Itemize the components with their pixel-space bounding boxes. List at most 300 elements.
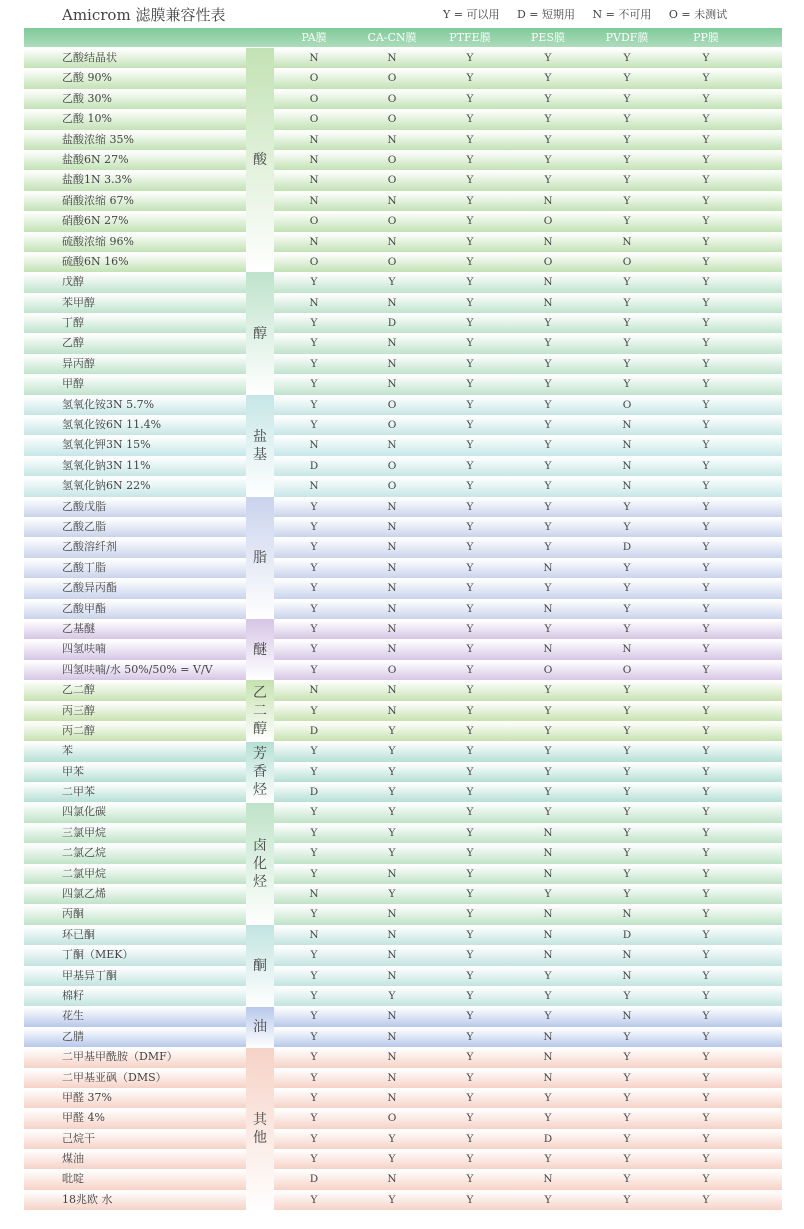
- compatibility-value: Y: [623, 826, 631, 839]
- table-row: [24, 925, 782, 945]
- compatibility-value: Y: [623, 1193, 631, 1206]
- compatibility-value: Y: [702, 602, 710, 615]
- compatibility-value: O: [622, 663, 632, 676]
- compatibility-value: Y: [310, 561, 318, 574]
- compatibility-value: O: [309, 215, 319, 228]
- table-row: [24, 497, 782, 517]
- compatibility-value: O: [387, 72, 397, 85]
- compatibility-value: Y: [623, 520, 631, 533]
- compatibility-value: Y: [466, 582, 474, 595]
- compatibility-value: Y: [623, 194, 631, 207]
- legend-item-y: Y = 可以用: [443, 8, 500, 21]
- chemical-name: 氢氧化铵3N 5.7%: [62, 397, 155, 411]
- compatibility-value: Y: [466, 398, 474, 411]
- compatibility-value: Y: [544, 1010, 552, 1023]
- table-row: [24, 333, 782, 353]
- compatibility-value: Y: [702, 52, 710, 64]
- compatibility-value: N: [387, 1030, 397, 1043]
- compatibility-value: N: [387, 439, 397, 452]
- compatibility-value: N: [543, 1173, 553, 1186]
- compatibility-value: Y: [466, 541, 474, 554]
- compatibility-value: O: [387, 255, 397, 268]
- chemical-name: 丙二醇: [62, 723, 95, 737]
- chemical-name: 丁酮（MEK）: [62, 948, 134, 962]
- compatibility-value: N: [543, 1030, 553, 1043]
- compatibility-value: Y: [623, 888, 631, 901]
- compatibility-value: Y: [466, 867, 474, 880]
- compatibility-value: N: [387, 867, 397, 880]
- compatibility-value: Y: [623, 704, 631, 717]
- compatibility-value: Y: [310, 378, 318, 391]
- compatibility-value: N: [387, 928, 397, 941]
- compatibility-value: D: [387, 317, 397, 330]
- compatibility-value: Y: [310, 704, 318, 717]
- compatibility-value: Y: [310, 1051, 318, 1064]
- compatibility-value: Y: [544, 622, 552, 635]
- table-row: [24, 741, 782, 761]
- compatibility-value: N: [622, 439, 632, 452]
- chemical-name: 乙醇: [62, 336, 84, 350]
- compatibility-value: Y: [702, 989, 710, 1002]
- compatibility-value: Y: [388, 786, 396, 799]
- compatibility-value: Y: [702, 949, 710, 962]
- compatibility-value: Y: [623, 337, 631, 350]
- compatibility-value: N: [387, 1071, 397, 1084]
- chemical-name: 乙酸戊脂: [62, 499, 106, 513]
- compatibility-value: N: [309, 52, 319, 64]
- compatibility-value: N: [309, 133, 319, 146]
- table-row: [24, 1129, 782, 1149]
- compatibility-value: N: [622, 480, 632, 493]
- chemical-name: 煤油: [62, 1152, 84, 1166]
- table-row: [24, 843, 782, 863]
- compatibility-value: Y: [544, 704, 552, 717]
- legend-item-o: O = 未测试: [668, 8, 728, 21]
- compatibility-value: N: [309, 235, 319, 248]
- table-row: [24, 599, 782, 619]
- compatibility-value: Y: [466, 215, 474, 228]
- compatibility-value: Y: [702, 888, 710, 901]
- compatibility-value: N: [309, 439, 319, 452]
- category-label: [246, 742, 274, 803]
- compatibility-value: Y: [623, 622, 631, 635]
- chemical-name: 戊醇: [62, 275, 84, 289]
- compatibility-value: O: [309, 72, 319, 85]
- compatibility-value: Y: [544, 888, 552, 901]
- chemical-name: 盐酸1N 3.3%: [62, 173, 133, 187]
- compatibility-value: N: [387, 561, 397, 574]
- compatibility-value: Y: [466, 153, 474, 166]
- table-row: [24, 660, 782, 680]
- table-row: [24, 1190, 782, 1210]
- compatibility-value: Y: [702, 174, 710, 187]
- chemical-name: 吡啶: [62, 1172, 84, 1186]
- table-row: [24, 89, 782, 109]
- compatibility-value: Y: [702, 1010, 710, 1023]
- table-row: [24, 1027, 782, 1047]
- table-row: [24, 578, 782, 598]
- column-header-pa: PA膜: [301, 31, 327, 44]
- chemical-name: 氢氧化钠3N 11%: [62, 458, 151, 472]
- compatibility-value: Y: [544, 480, 552, 493]
- compatibility-value: Y: [702, 826, 710, 839]
- chemical-name: 二甲基亚砜（DMS）: [62, 1070, 167, 1084]
- compatibility-value: Y: [623, 1112, 631, 1125]
- compatibility-value: Y: [544, 52, 552, 64]
- compatibility-value: Y: [702, 398, 710, 411]
- compatibility-value: Y: [388, 765, 396, 778]
- compatibility-value: Y: [544, 153, 552, 166]
- compatibility-value: Y: [623, 602, 631, 615]
- compatibility-value: Y: [702, 92, 710, 105]
- compatibility-value: Y: [388, 1193, 396, 1206]
- compatibility-value: N: [543, 928, 553, 941]
- compatibility-value: Y: [310, 867, 318, 880]
- compatibility-value: Y: [702, 969, 710, 982]
- category-label-text: 醇: [253, 325, 267, 342]
- compatibility-value: Y: [310, 337, 318, 350]
- chemical-name: 二氯乙烷: [62, 846, 106, 860]
- compatibility-value: O: [622, 255, 632, 268]
- compatibility-value: Y: [466, 459, 474, 472]
- compatibility-value: Y: [544, 684, 552, 697]
- compatibility-value: N: [622, 235, 632, 248]
- table-row: [24, 150, 782, 170]
- compatibility-value: Y: [388, 826, 396, 839]
- compatibility-value: Y: [466, 1153, 474, 1166]
- compatibility-value: Y: [702, 276, 710, 289]
- compatibility-value: Y: [310, 806, 318, 819]
- chemical-name: 乙酸甲酯: [62, 601, 106, 615]
- chemical-name: 异丙醇: [62, 356, 95, 370]
- compatibility-value: Y: [310, 663, 318, 676]
- compatibility-value: N: [543, 847, 553, 860]
- compatibility-value: Y: [466, 949, 474, 962]
- compatibility-value: N: [387, 602, 397, 615]
- chemical-name: 乙酸异丙酯: [62, 581, 117, 595]
- category-label: [246, 619, 274, 680]
- compatibility-value: N: [387, 969, 397, 982]
- compatibility-value: N: [543, 296, 553, 309]
- compatibility-value: Y: [310, 500, 318, 513]
- compatibility-value: Y: [623, 684, 631, 697]
- compatibility-value: Y: [544, 806, 552, 819]
- compatibility-value: Y: [702, 459, 710, 472]
- chemical-name: 丁醇: [62, 316, 84, 330]
- compatibility-value: D: [309, 459, 319, 472]
- compatibility-value: N: [543, 643, 553, 656]
- compatibility-value: Y: [623, 1051, 631, 1064]
- chemical-name: 四氢呋喃: [62, 642, 106, 656]
- table-row: [24, 966, 782, 986]
- compatibility-value: Y: [310, 969, 318, 982]
- chemical-name: 甲醛 4%: [62, 1111, 105, 1125]
- chemical-name: 乙酸溶纤剂: [62, 540, 117, 554]
- compatibility-value: Y: [702, 806, 710, 819]
- compatibility-value: N: [309, 888, 319, 901]
- chemical-name: 18兆欧 水: [62, 1192, 113, 1206]
- category-label-text: 其他: [253, 1112, 267, 1147]
- table-row: [24, 904, 782, 924]
- table-row: [24, 232, 782, 252]
- compatibility-value: Y: [623, 1173, 631, 1186]
- compatibility-value: Y: [702, 317, 710, 330]
- compatibility-value: Y: [623, 92, 631, 105]
- compatibility-value: Y: [544, 378, 552, 391]
- table-row: [24, 272, 782, 292]
- compatibility-value: Y: [388, 745, 396, 758]
- compatibility-value: Y: [466, 908, 474, 921]
- compatibility-value: Y: [310, 541, 318, 554]
- compatibility-value: N: [387, 1010, 397, 1023]
- chemical-name: 甲苯: [62, 764, 84, 778]
- compatibility-value: N: [387, 133, 397, 146]
- compatibility-value: Y: [388, 806, 396, 819]
- compatibility-table: [24, 48, 782, 1210]
- compatibility-value: N: [309, 194, 319, 207]
- compatibility-value: N: [387, 194, 397, 207]
- compatibility-value: Y: [544, 92, 552, 105]
- compatibility-value: Y: [702, 582, 710, 595]
- compatibility-value: N: [543, 949, 553, 962]
- compatibility-value: Y: [623, 867, 631, 880]
- compatibility-value: O: [543, 215, 553, 228]
- compatibility-value: N: [622, 949, 632, 962]
- compatibility-value: Y: [466, 1091, 474, 1104]
- compatibility-value: Y: [702, 867, 710, 880]
- table-row: [24, 456, 782, 476]
- compatibility-value: Y: [702, 765, 710, 778]
- compatibility-value: Y: [310, 1010, 318, 1023]
- compatibility-value: Y: [466, 765, 474, 778]
- compatibility-value: Y: [466, 684, 474, 697]
- chemical-name: 二氯甲烷: [62, 866, 106, 880]
- chemical-name: 乙酸 10%: [62, 112, 112, 126]
- table-row: [24, 558, 782, 578]
- chemical-name: 二甲基甲酰胺（DMF）: [62, 1050, 178, 1064]
- compatibility-value: Y: [702, 1193, 710, 1206]
- compatibility-value: Y: [544, 1153, 552, 1166]
- compatibility-value: Y: [544, 317, 552, 330]
- compatibility-value: Y: [466, 806, 474, 819]
- compatibility-value: Y: [310, 602, 318, 615]
- compatibility-value: Y: [623, 133, 631, 146]
- compatibility-value: Y: [623, 153, 631, 166]
- compatibility-value: O: [387, 663, 397, 676]
- table-row: [24, 1047, 782, 1067]
- table-row: [24, 823, 782, 843]
- compatibility-value: N: [622, 908, 632, 921]
- table-row: [24, 1149, 782, 1169]
- compatibility-value: Y: [388, 1132, 396, 1145]
- compatibility-value: Y: [702, 133, 710, 146]
- compatibility-value: Y: [702, 113, 710, 126]
- compatibility-value: N: [387, 235, 397, 248]
- compatibility-value: Y: [466, 1030, 474, 1043]
- table-row: [24, 354, 782, 374]
- table-row: [24, 680, 782, 700]
- compatibility-value: N: [622, 643, 632, 656]
- compatibility-value: Y: [466, 500, 474, 513]
- compatibility-value: Y: [466, 1112, 474, 1125]
- table-row: [24, 1088, 782, 1108]
- compatibility-value: Y: [702, 378, 710, 391]
- compatibility-value: Y: [544, 174, 552, 187]
- chemical-name: 丙三醇: [62, 703, 95, 717]
- compatibility-value: N: [387, 357, 397, 370]
- compatibility-value: Y: [466, 235, 474, 248]
- compatibility-value: N: [387, 643, 397, 656]
- category-label: [246, 497, 274, 619]
- category-label: [246, 1048, 274, 1211]
- compatibility-value: N: [622, 459, 632, 472]
- compatibility-value: N: [387, 500, 397, 513]
- compatibility-value: Y: [466, 133, 474, 146]
- compatibility-value: N: [543, 276, 553, 289]
- chemical-name: 丙酮: [62, 907, 84, 921]
- compatibility-value: Y: [310, 1193, 318, 1206]
- compatibility-value: Y: [623, 1030, 631, 1043]
- compatibility-value: N: [387, 684, 397, 697]
- chemical-name: 乙酸丁脂: [62, 560, 106, 574]
- table-row: [24, 619, 782, 639]
- compatibility-value: Y: [310, 520, 318, 533]
- table-row: [24, 945, 782, 965]
- compatibility-value: O: [387, 480, 397, 493]
- compatibility-value: Y: [702, 72, 710, 85]
- category-label: [246, 395, 274, 497]
- compatibility-value: Y: [310, 419, 318, 432]
- compatibility-value: Y: [623, 378, 631, 391]
- compatibility-value: N: [309, 296, 319, 309]
- compatibility-value: Y: [702, 1132, 710, 1145]
- compatibility-value: Y: [388, 276, 396, 289]
- table-row: [24, 1068, 782, 1088]
- table-row: [24, 1108, 782, 1128]
- chemical-name: 乙腈: [62, 1029, 84, 1043]
- category-label-text: 酮: [253, 957, 267, 974]
- table-row: [24, 517, 782, 537]
- chemical-name: 苯: [62, 744, 73, 758]
- compatibility-value: Y: [702, 928, 710, 941]
- compatibility-value: Y: [310, 643, 318, 656]
- chemical-name: 苯甲醇: [62, 295, 95, 309]
- compatibility-value: D: [543, 1132, 553, 1145]
- compatibility-value: O: [387, 92, 397, 105]
- compatibility-value: Y: [466, 520, 474, 533]
- chemical-name: 氢氧化铵6N 11.4%: [62, 418, 162, 432]
- compatibility-value: Y: [466, 643, 474, 656]
- table-row: [24, 109, 782, 129]
- compatibility-value: N: [543, 908, 553, 921]
- compatibility-value: Y: [544, 520, 552, 533]
- compatibility-value: Y: [623, 174, 631, 187]
- chemical-name: 硝酸6N 27%: [62, 214, 129, 228]
- compatibility-value: Y: [466, 786, 474, 799]
- compatibility-value: Y: [388, 847, 396, 860]
- compatibility-value: N: [543, 826, 553, 839]
- category-label: [246, 1007, 274, 1048]
- compatibility-value: N: [387, 337, 397, 350]
- compatibility-value: Y: [623, 52, 631, 64]
- compatibility-value: D: [622, 928, 632, 941]
- compatibility-value: Y: [544, 541, 552, 554]
- compatibility-value: Y: [623, 847, 631, 860]
- compatibility-value: Y: [310, 1091, 318, 1104]
- compatibility-value: N: [622, 1010, 632, 1023]
- compatibility-value: O: [387, 113, 397, 126]
- compatibility-value: Y: [702, 643, 710, 656]
- compatibility-value: Y: [310, 826, 318, 839]
- compatibility-value: Y: [310, 357, 318, 370]
- compatibility-value: Y: [702, 745, 710, 758]
- table-row: [24, 130, 782, 150]
- chemical-name: 四氢呋喃/水 50%/50% = V/V: [62, 662, 213, 676]
- table-row: [24, 537, 782, 557]
- compatibility-value: N: [543, 235, 553, 248]
- compatibility-value: Y: [623, 1091, 631, 1104]
- compatibility-value: Y: [310, 847, 318, 860]
- chemical-name: 棉籽: [62, 988, 84, 1002]
- legend: [443, 6, 741, 22]
- table-row: [24, 252, 782, 272]
- chemical-name: 硫酸浓缩 96%: [62, 234, 134, 248]
- compatibility-value: Y: [310, 1132, 318, 1145]
- compatibility-value: D: [622, 541, 632, 554]
- compatibility-value: Y: [310, 1071, 318, 1084]
- compatibility-value: Y: [466, 602, 474, 615]
- compatibility-value: Y: [544, 745, 552, 758]
- compatibility-value: N: [543, 561, 553, 574]
- compatibility-value: O: [387, 398, 397, 411]
- compatibility-value: Y: [466, 1010, 474, 1023]
- compatibility-value: Y: [702, 337, 710, 350]
- table-row: [24, 395, 782, 415]
- compatibility-value: N: [309, 684, 319, 697]
- compatibility-value: D: [309, 1173, 319, 1186]
- compatibility-value: Y: [310, 1030, 318, 1043]
- legend-item-d: D = 短期用: [516, 8, 576, 21]
- compatibility-value: Y: [544, 582, 552, 595]
- compatibility-value: Y: [702, 419, 710, 432]
- compatibility-value: Y: [702, 500, 710, 513]
- chemical-name: 盐酸6N 27%: [62, 152, 129, 166]
- compatibility-value: N: [309, 928, 319, 941]
- compatibility-value: Y: [310, 398, 318, 411]
- table-row: [24, 211, 782, 231]
- compatibility-value: Y: [702, 1071, 710, 1084]
- compatibility-value: Y: [702, 724, 710, 737]
- compatibility-value: Y: [544, 113, 552, 126]
- chemical-name: 甲醛 37%: [62, 1090, 112, 1104]
- compatibility-value: Y: [623, 786, 631, 799]
- chemical-name: 四氯乙烯: [62, 887, 106, 901]
- compatibility-value: Y: [466, 174, 474, 187]
- compatibility-value: O: [622, 398, 632, 411]
- compatibility-value: Y: [702, 480, 710, 493]
- compatibility-value: Y: [623, 113, 631, 126]
- compatibility-value: N: [387, 378, 397, 391]
- chemical-name: 甲醇: [62, 377, 84, 391]
- chemical-name: 花生: [62, 1009, 84, 1023]
- compatibility-value: Y: [702, 255, 710, 268]
- compatibility-value: N: [622, 419, 632, 432]
- compatibility-value: Y: [623, 1132, 631, 1145]
- compatibility-value: Y: [544, 133, 552, 146]
- compatibility-value: O: [543, 663, 553, 676]
- category-label-text: 卤化烃: [253, 837, 267, 890]
- compatibility-value: Y: [388, 888, 396, 901]
